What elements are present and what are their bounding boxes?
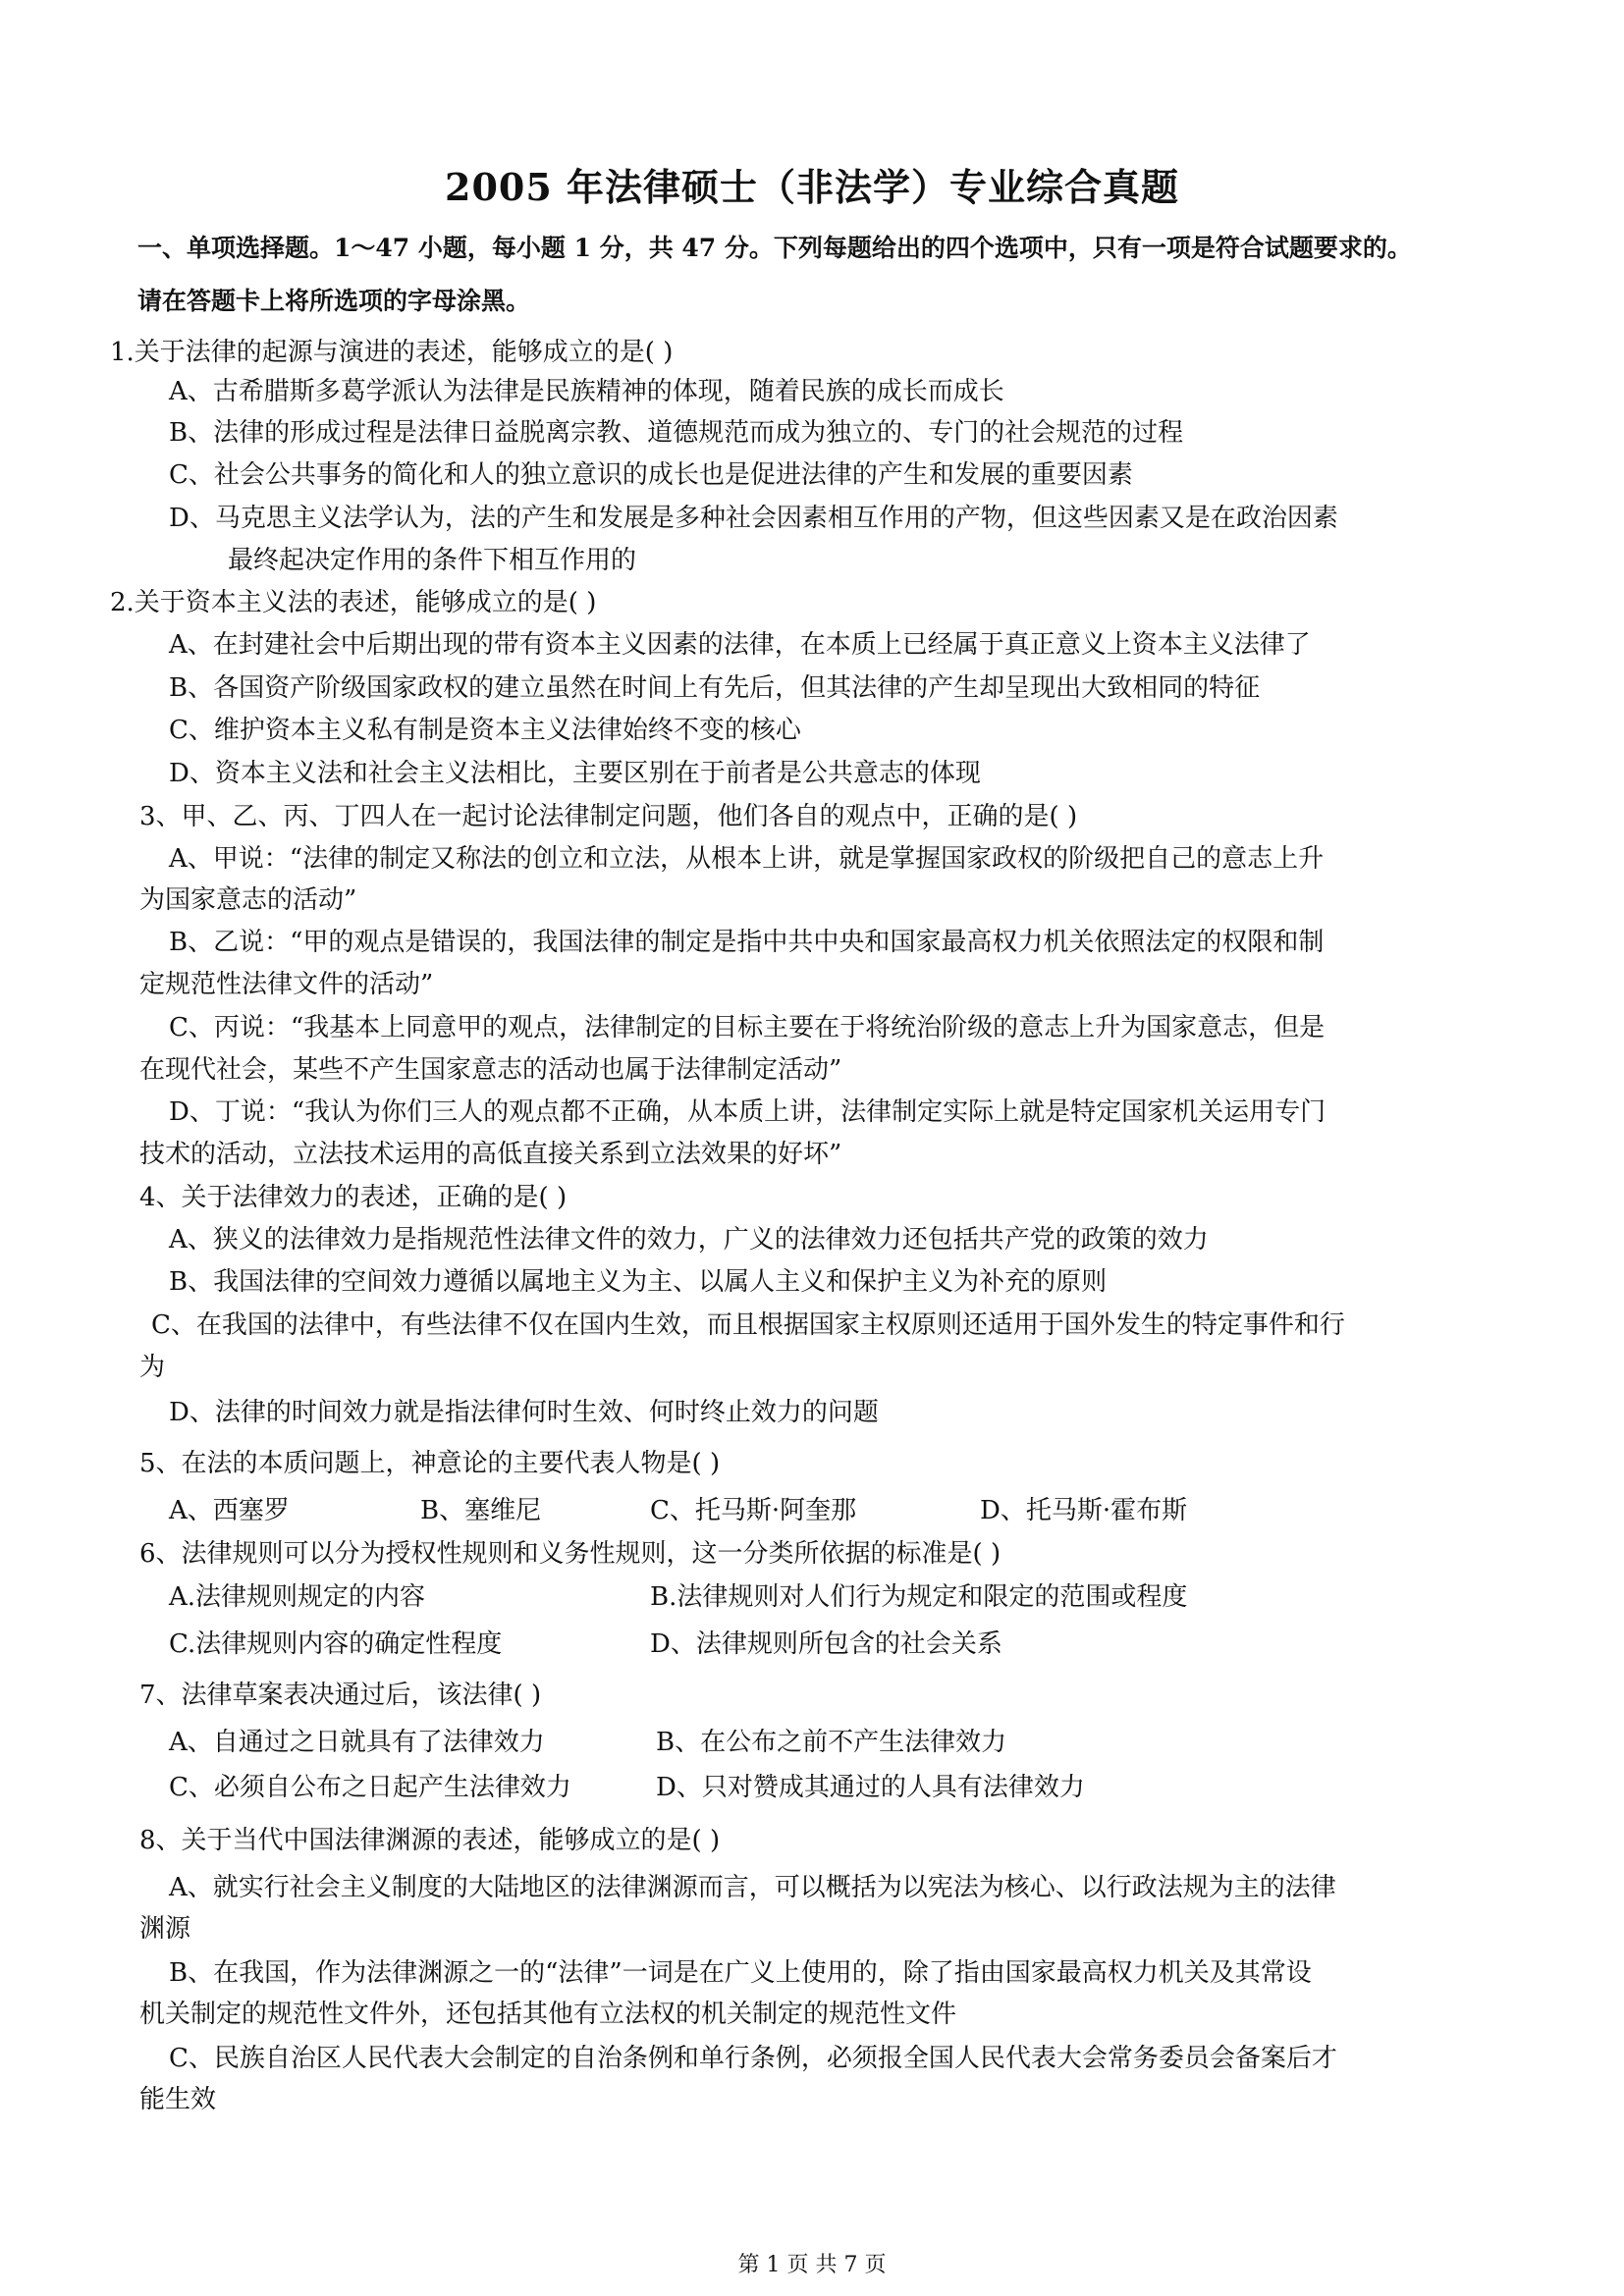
question-2-option-a: A、在封建社会中后期出现的带有资本主义因素的法律，在本质上已经属于真正意义上资本主义法律了: [169, 630, 1311, 660]
question-6-option-d: D、法律规则所包含的社会关系: [650, 1629, 1002, 1659]
section-heading-line1: 一、单项选择题。1～47 小题，每小题 1 分，共 47 分。下列每题给出的四个选项中，只有一项是符合试题要求的。: [137, 234, 1412, 262]
question-1-option-d-line1: D、马克思主义法学认为，法的产生和发展是多种社会因素相互作用的产物，但这些因素又是在政治因素: [169, 504, 1338, 533]
question-6-stem: 6、法律规则可以分为授权性规则和义务性规则，这一分类所依据的标准是( ): [139, 1539, 1001, 1569]
question-8-option-a-line1: A、就实行社会主义制度的大陆地区的法律渊源而言，可以概括为以宪法为核心、以行政法规为主的法律: [169, 1873, 1336, 1902]
question-4-option-c-line2: 为: [139, 1353, 166, 1382]
question-1-option-c: C、社会公共事务的简化和人的独立意识的成长也是促进法律的产生和发展的重要因素: [169, 460, 1133, 490]
question-8-option-a-line2: 渊源: [139, 1914, 191, 1944]
question-2-option-b: B、各国资产阶级国家政权的建立虽然在时间上有先后，但其法律的产生却呈现出大致相同的特征: [169, 673, 1261, 703]
question-5-option-a: A、西塞罗: [169, 1496, 290, 1525]
question-1-stem: 1.关于法律的起源与演进的表述，能够成立的是( ): [110, 338, 674, 367]
page-title: 2005 年法律硕士（非法学）专业综合真题: [445, 165, 1179, 209]
question-2-stem: 2.关于资本主义法的表述，能够成立的是( ): [110, 588, 597, 617]
question-3-option-a-line2: 为国家意志的活动”: [139, 885, 357, 915]
question-6-option-b: B.法律规则对人们行为规定和限定的范围或程度: [650, 1582, 1188, 1612]
question-3-option-b-line2: 定规范性法律文件的活动”: [139, 970, 434, 999]
question-3-option-b-line1: B、乙说：“甲的观点是错误的，我国法律的制定是指中共中央和国家最高权力机关依照法定的权限和制: [169, 928, 1325, 957]
question-7-option-c: C、必须自公布之日起产生法律效力: [169, 1773, 571, 1802]
section-heading-line2: 请在答题卡上将所选项的字母涂黑。: [137, 287, 531, 315]
question-3-option-d-line2: 技术的活动，立法技术运用的高低直接关系到立法效果的好坏”: [139, 1140, 842, 1169]
question-7-option-a: A、自通过之日就具有了法律效力: [169, 1728, 545, 1757]
question-8-option-b-line2: 机关制定的规范性文件外，还包括其他有立法权的机关制定的规范性文件: [139, 2000, 957, 2029]
question-8-stem: 8、关于当代中国法律渊源的表述，能够成立的是( ): [139, 1826, 721, 1855]
question-7-option-d: D、只对赞成其通过的人具有法律效力: [656, 1773, 1085, 1802]
question-3-option-c-line2: 在现代社会，某些不产生国家意志的活动也属于法律制定活动”: [139, 1055, 842, 1085]
question-2-option-d: D、资本主义法和社会主义法相比，主要区别在于前者是公共意志的体现: [169, 759, 981, 788]
question-4-option-c-line1: C、在我国的法律中，有些法律不仅在国内生效，而且根据国家主权原则还适用于国外发生的特定事件和行: [151, 1310, 1345, 1340]
question-1-option-d-line2: 最终起决定作用的条件下相互作用的: [228, 546, 637, 575]
question-2-option-c: C、维护资本主义私有制是资本主义法律始终不变的核心: [169, 716, 801, 745]
question-4-option-d: D、法律的时间效力就是指法律何时生效、何时终止效力的问题: [169, 1398, 879, 1427]
question-5-option-d: D、托马斯·霍布斯: [980, 1496, 1188, 1525]
question-5-option-b: B、塞维尼: [420, 1496, 542, 1525]
question-3-stem: 3、甲、乙、丙、丁四人在一起讨论法律制定问题，他们各自的观点中，正确的是( ): [139, 802, 1078, 831]
question-4-option-b: B、我国法律的空间效力遵循以属地主义为主、以属人主义和保护主义为补充的原则: [169, 1267, 1108, 1297]
question-8-option-c-line2: 能生效: [139, 2085, 217, 2114]
question-4-option-a: A、狭义的法律效力是指规范性法律文件的效力，广义的法律效力还包括共产党的政策的效力: [169, 1225, 1209, 1255]
page-footer: 第 1 页 共 7 页: [737, 2253, 887, 2277]
question-1-option-b: B、法律的形成过程是法律日益脱离宗教、道德规范而成为独立的、专门的社会规范的过程: [169, 418, 1184, 448]
question-3-option-c-line1: C、丙说：“我基本上同意甲的观点，法律制定的目标主要在于将统治阶级的意志上升为国家意志，但是: [169, 1013, 1326, 1042]
question-7-option-b: B、在公布之前不产生法律效力: [656, 1728, 1007, 1757]
question-1-option-a: A、古希腊斯多葛学派认为法律是民族精神的体现，随着民族的成长而成长: [169, 377, 1004, 406]
question-3-option-a-line1: A、甲说：“法律的制定又称法的创立和立法，从根本上讲，就是掌握国家政权的阶级把自己的意志上升: [169, 844, 1325, 874]
question-5-stem: 5、在法的本质问题上，神意论的主要代表人物是( ): [139, 1449, 721, 1478]
question-8-option-b-line1: B、在我国，作为法律渊源之一的“法律”一词是在广义上使用的，除了指由国家最高权力机关及其常设: [169, 1958, 1312, 1988]
question-8-option-c-line1: C、民族自治区人民代表大会制定的自治条例和单行条例，必须报全国人民代表大会常务委员会备案后才: [169, 2044, 1337, 2073]
question-4-stem: 4、关于法律效力的表述，正确的是( ): [139, 1183, 568, 1212]
question-3-option-d-line1: D、丁说：“我认为你们三人的观点都不正确，从本质上讲，法律制定实际上就是特定国家机关运用专门: [169, 1097, 1326, 1127]
question-6-option-c: C.法律规则内容的确定性程度: [169, 1629, 503, 1659]
question-6-option-a: A.法律规则规定的内容: [169, 1582, 426, 1612]
question-5-option-c: C、托马斯·阿奎那: [650, 1496, 857, 1525]
question-7-stem: 7、法律草案表决通过后，该法律( ): [139, 1681, 542, 1710]
